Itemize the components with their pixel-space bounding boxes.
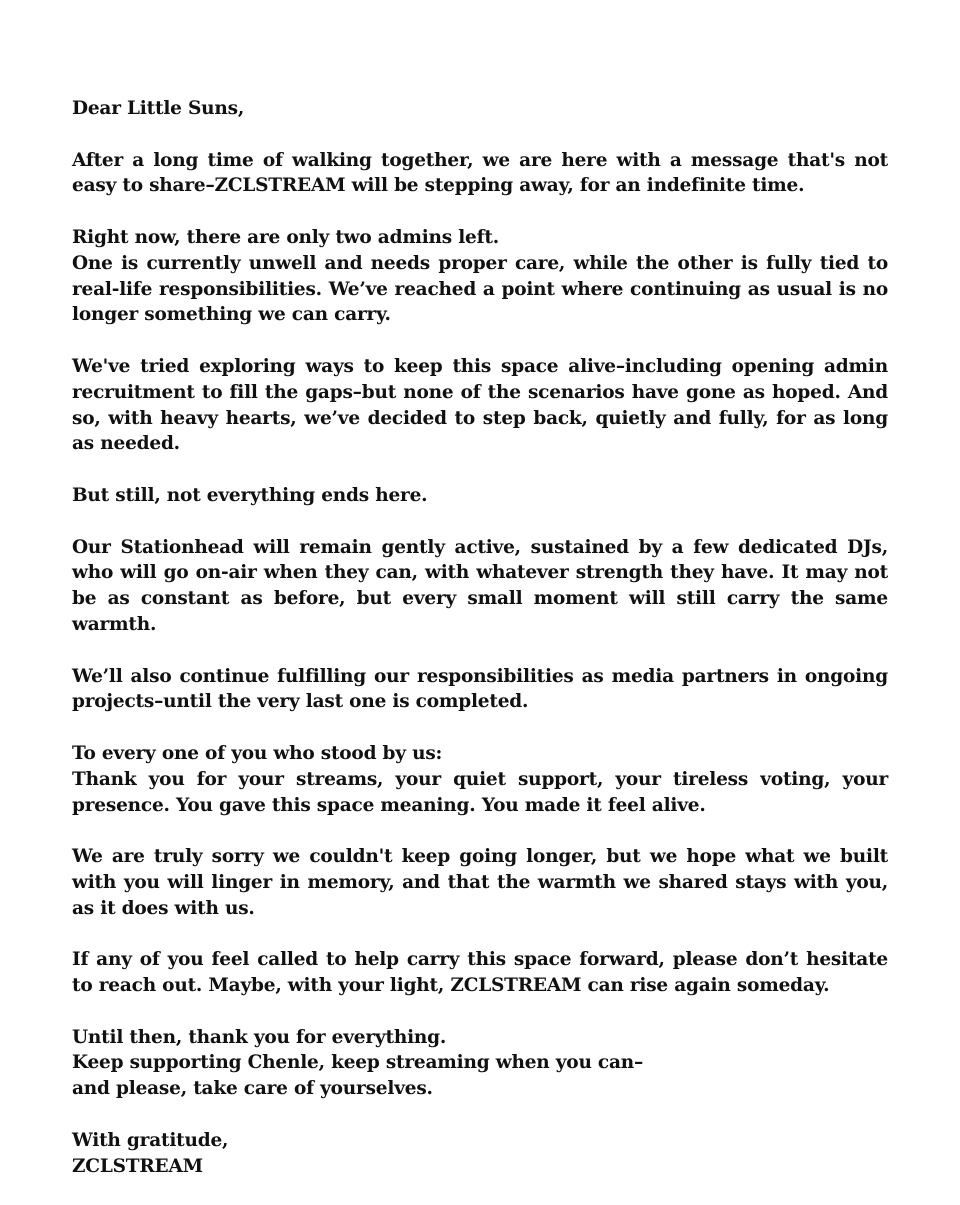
thanks-detail-line: Thank you for your streams, your quiet support, your tireless voting, your presence. You gave this space meaning. You made it feel alive. [72, 768, 888, 816]
take-care-line: and please, take care of yourselves. [72, 1078, 433, 1100]
paragraph-announcement: After a long time of walking together, we are here with a message that's not easy to share–ZCLSTREAM will be stepping away, for an indefinite time. [72, 149, 888, 197]
paragraph-thanks [72, 741, 888, 818]
letter-body [72, 96, 888, 1205]
paragraph-not-ending: But still, not everything ends here. [72, 484, 428, 506]
paragraph-attempts: We've tried exploring ways to keep this space alive–including opening admin recruitment to fill the gaps–but none of the scenarios have gone as hoped. And so, with heavy hearts, we’ve decided to step back, quietly and fully, for as long as needed. [72, 355, 888, 455]
admins-intro-line: Right now, there are only two admins left. [72, 226, 499, 248]
until-then-line: Until then, thank you for everything. [72, 1026, 447, 1048]
closing: With gratitude, [72, 1129, 229, 1151]
keep-supporting-line: Keep supporting Chenle, keep streaming when you can– [72, 1052, 644, 1074]
paragraph-until-then [72, 1025, 888, 1102]
sign-off [72, 1128, 888, 1180]
salutation: Dear Little Suns, [72, 98, 245, 119]
signature: ZCLSTREAM [72, 1155, 203, 1177]
paragraph-apology: We are truly sorry we couldn't keep going longer, but we hope what we built with you will linger in memory, and that the warmth we shared stays with you, as it does with us. [72, 846, 888, 919]
paragraph-call-to-help: If any of you feel called to help carry this space forward, please don’t hesitate to reach out. Maybe, with your light, ZCLSTREAM can rise again someday. [72, 949, 888, 997]
paragraph-media-partners: We’ll also continue fulfilling our responsibilities as media partners in ongoing projects–until the very last one is completed. [72, 665, 888, 713]
paragraph-admins [72, 225, 888, 328]
paragraph-stationhead: Our Stationhead will remain gently active, sustained by a few dedicated DJs, who will go on-air when they can, with whatever strength they have. It may not be as constant as before, but every small moment will still carry the same warmth. [72, 536, 888, 635]
thanks-intro-line: To every one of you who stood by us: [72, 742, 443, 764]
admins-detail-line: One is currently unwell and needs proper care, while the other is fully tied to real-life responsibilities. We’ve reached a point where continuing as usual is no longer something we can carry. [72, 252, 888, 326]
